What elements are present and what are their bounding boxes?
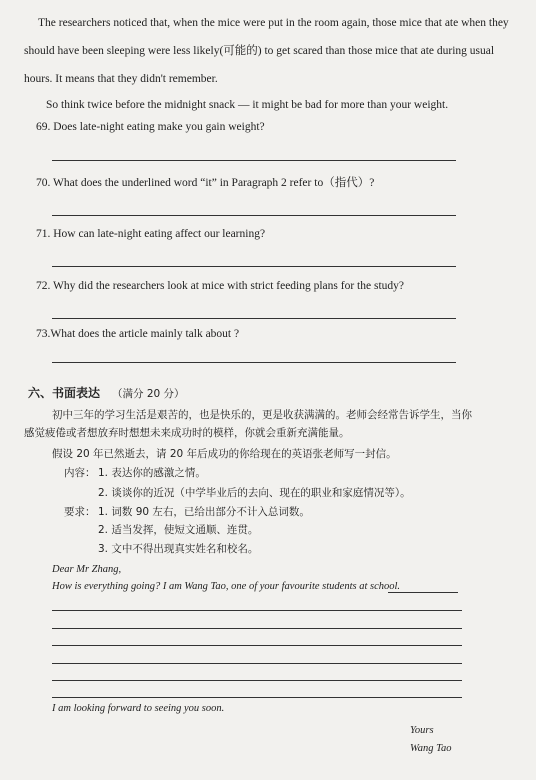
passage-line-1: The researchers noticed that, when the mice were put in the room again, those mice that ate when they bbox=[38, 17, 509, 29]
writing-score: （满分 20 分） bbox=[112, 388, 185, 400]
answer-line-72[interactable] bbox=[52, 318, 456, 319]
letter-closing: I am looking forward to seeing you soon. bbox=[52, 703, 225, 714]
content-item-2: 2. 谈谈你的近况（中学毕业后的去向、现在的职业和家庭情况等）。 bbox=[98, 487, 411, 499]
answer-line-73[interactable] bbox=[52, 362, 456, 363]
requirement-2: 2. 适当发挥，使短文通顺、连贯。 bbox=[98, 524, 259, 536]
answer-line-70[interactable] bbox=[52, 215, 456, 216]
question-73: 73.What does the article mainly talk about ? bbox=[36, 328, 240, 340]
requirement-3: 3. 文中不得出现真实姓名和校名。 bbox=[98, 543, 259, 555]
writing-heading: 六、书面表达 bbox=[28, 386, 101, 400]
letter-signature: Wang Tao bbox=[410, 743, 452, 754]
passage-line-4: So think twice before the midnight snack — it might be bad for more than your weight. bbox=[46, 99, 449, 111]
content-item-1: 1. 表达你的感激之情。 bbox=[98, 467, 206, 479]
letter-signoff: Yours bbox=[410, 725, 434, 736]
passage-line-2: should have been sleeping were less likely(可能的) to get scared than those mice that ate during usual bbox=[24, 45, 495, 57]
letter-line-2[interactable] bbox=[52, 628, 462, 629]
question-72: 72. Why did the researchers look at mice with strict feeding plans for the study? bbox=[36, 280, 404, 292]
question-69: 69. Does late-night eating make you gain weight? bbox=[36, 121, 265, 133]
question-70: 70. What does the underlined word “it” in Paragraph 2 refer to（指代）? bbox=[36, 177, 375, 189]
letter-line-1[interactable] bbox=[52, 610, 462, 611]
letter-opening: How is everything going? I am Wang Tao, one of your favourite students at school. bbox=[52, 581, 401, 592]
letter-line-4[interactable] bbox=[52, 663, 462, 664]
content-label: 内容： bbox=[64, 467, 96, 479]
writing-instruction-2: 感觉疲倦或者想放弃时想想未来成功时的模样，你就会重新充满能量。 bbox=[24, 427, 350, 439]
requirement-1: 1. 词数 90 左右，已给出部分不计入总词数。 bbox=[98, 506, 310, 518]
passage-line-3: hours. It means that they didn't remember. bbox=[24, 73, 218, 85]
letter-line-6[interactable] bbox=[52, 697, 462, 698]
requirements-label: 要求： bbox=[64, 506, 96, 518]
letter-line-5[interactable] bbox=[52, 680, 462, 681]
answer-line-71[interactable] bbox=[52, 266, 456, 267]
answer-line-69[interactable] bbox=[52, 160, 456, 161]
letter-line-0[interactable] bbox=[388, 592, 458, 593]
writing-instruction-3: 假设 20 年已然逝去，请 20 年后成功的你给现在的英语张老师写一封信。 bbox=[52, 448, 397, 460]
writing-instruction-1: 初中三年的学习生活是艰苦的，也是快乐的，更是收获满满的。老师会经常告诉学生，当你 bbox=[52, 409, 472, 421]
question-71: 71. How can late-night eating affect our learning? bbox=[36, 228, 266, 240]
letter-salutation: Dear Mr Zhang, bbox=[52, 564, 122, 575]
letter-line-3[interactable] bbox=[52, 645, 462, 646]
